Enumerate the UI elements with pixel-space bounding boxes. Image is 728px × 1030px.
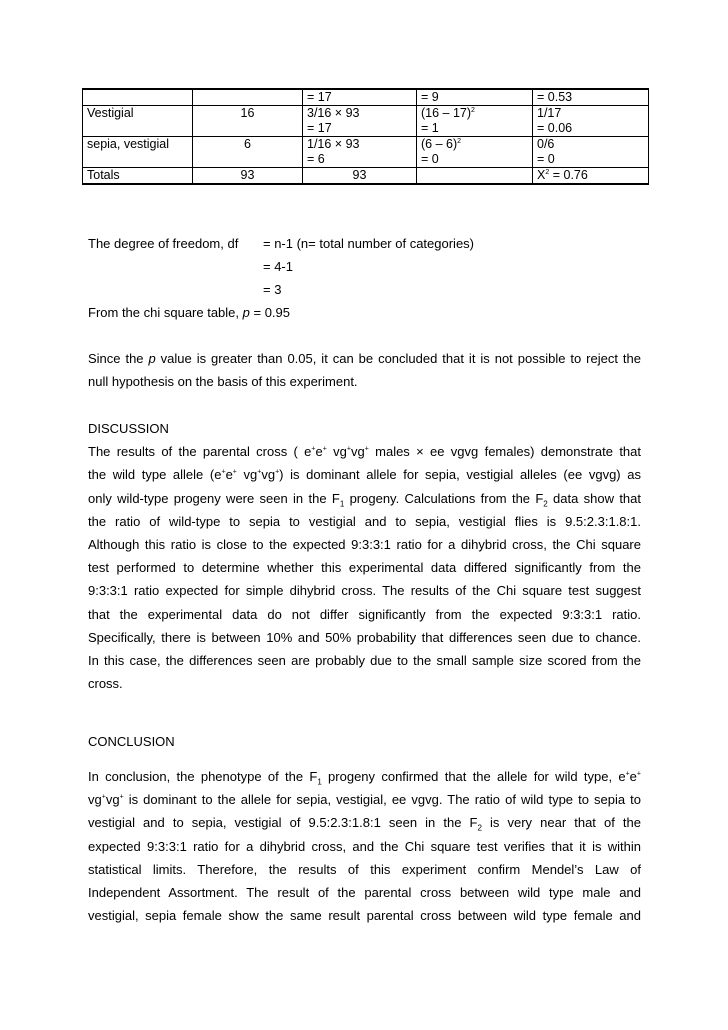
text-segment: the wild type allele (e xyxy=(88,467,222,483)
text-line: Specifically, there is between 10% and 50% probability that differences seen due to chance. xyxy=(88,629,641,645)
cell-phenotype: Totals xyxy=(83,168,193,185)
text-segment: only wild-type progeny were seen in the F xyxy=(88,490,340,506)
cell-observed: 93 xyxy=(193,168,303,185)
df-line-1 xyxy=(88,232,641,255)
chi-symbol: X xyxy=(537,168,546,182)
text-line: expected 9:3:3:1 ratio for a dihybrid cross, and the Chi square test verifies that it is within xyxy=(88,838,641,854)
superscript: + xyxy=(119,793,124,801)
text-segment: vg xyxy=(88,792,102,808)
table-row-totals xyxy=(83,168,649,185)
cell-expected: = 17 xyxy=(303,89,417,106)
df-label: The degree of freedom, df xyxy=(88,236,239,251)
superscript: + xyxy=(257,469,262,477)
text-line: test performed to determine whether this experimental data differed significantly from the xyxy=(88,560,641,576)
cell-difference: = 0 xyxy=(417,152,533,168)
text-line: Although this ratio is close to the expected 9:3:3:1 ratio for a dihybrid cross, the Chi square xyxy=(88,536,641,552)
text-line: null hypothesis on the basis of this experiment. xyxy=(88,374,358,390)
conclusion-body xyxy=(88,765,641,927)
text-segment: progeny. Calculations from the F xyxy=(344,490,544,506)
text-line: 9:3:3:1 ratio expected for simple dihybrid cross. The results of the Chi square test suggest xyxy=(88,583,641,599)
cell-difference xyxy=(417,137,533,153)
text-segment: is very near that of the xyxy=(481,815,642,831)
text-segment: vg xyxy=(261,467,276,483)
df-result: = 3 xyxy=(263,282,282,297)
cell-expected: = 17 xyxy=(303,121,417,137)
cell-chi: = 0 xyxy=(533,152,649,168)
text-segment: e xyxy=(315,444,323,460)
cell-chi-total xyxy=(533,168,649,185)
discussion-section xyxy=(88,417,641,695)
degrees-of-freedom xyxy=(88,232,641,324)
cell-expected: 1/16 × 93 xyxy=(303,137,417,153)
chi-total-value: = 0.76 xyxy=(549,168,588,182)
cell-observed xyxy=(193,152,303,168)
subscript: 2 xyxy=(543,499,548,509)
cell-phenotype: Vestigial xyxy=(83,106,193,122)
text-line xyxy=(88,440,641,463)
cell-observed xyxy=(193,121,303,137)
df-line-2 xyxy=(88,255,641,278)
text-segment: males × ee vgvg females) demonstrate that xyxy=(368,444,642,460)
text-segment: value is greater than 0.05, it can be concluded that it is not possible to reject the xyxy=(155,351,641,366)
superscript: + xyxy=(275,469,280,477)
df-formula: = n-1 (n= total number of categories) xyxy=(263,236,475,251)
text-line xyxy=(88,765,641,788)
cell-observed: 16 xyxy=(193,106,303,122)
text-segment: The results of the parental cross ( e xyxy=(88,444,312,460)
p-value: = 0.95 xyxy=(249,305,290,320)
text-segment: progeny confirmed that the allele for wild type, e xyxy=(321,769,626,784)
cell-difference xyxy=(417,168,533,185)
superscript: 2 xyxy=(545,168,550,176)
text-segment: ) is dominant allele for sepia, vestigial alleles (ee vgvg) as xyxy=(279,467,641,483)
table-row xyxy=(83,106,649,122)
cell-phenotype: sepia, vestigial xyxy=(83,137,193,153)
text-line xyxy=(88,788,641,811)
text-line: statistical limits. Therefore, the results of this experiment confirm Mendel’s Law of xyxy=(88,861,641,877)
superscript: + xyxy=(636,770,641,778)
text-line xyxy=(88,347,641,370)
difference-text: (6 – 6) xyxy=(421,137,458,151)
text-line xyxy=(88,811,641,834)
df-line-3 xyxy=(88,278,641,301)
table-row xyxy=(83,137,649,153)
superscript: 2 xyxy=(457,137,462,145)
superscript: + xyxy=(364,445,369,453)
p-symbol: p xyxy=(148,351,156,366)
text-segment: Since the xyxy=(88,351,149,366)
text-segment: vg xyxy=(105,792,120,808)
subscript: 1 xyxy=(339,499,345,509)
text-segment: e xyxy=(629,769,637,784)
cell-phenotype xyxy=(83,89,193,106)
superscript: 2 xyxy=(471,106,475,114)
superscript: + xyxy=(101,793,106,801)
table-row xyxy=(83,121,649,137)
chi-square-table xyxy=(82,88,649,185)
text-segment: is dominant to the allele for sepia, vestigial, ee vgvg. The ratio of wild type to sepia to xyxy=(123,792,641,808)
superscript: + xyxy=(625,770,630,778)
text-segment: vestigial and to sepia, vestigial of 9.5:2.3:1.8:1 seen in the F xyxy=(88,815,478,831)
cell-difference: = 1 xyxy=(417,121,533,137)
cell-chi: 0/6 xyxy=(533,137,649,153)
cell-observed xyxy=(193,89,303,106)
conclusion-section xyxy=(88,730,641,753)
text-segment: vg xyxy=(236,467,258,483)
text-line: Independent Assortment. The result of the parental cross between wild type male and xyxy=(88,884,641,900)
difference-text: (16 – 17) xyxy=(421,106,472,120)
superscript: + xyxy=(311,445,316,453)
superscript: + xyxy=(232,469,237,477)
text-segment: vg xyxy=(350,444,365,460)
text-line: that the experimental data do not differ significantly from the expected 9:3:3:1 ratio. xyxy=(88,606,641,622)
text-line: cross. xyxy=(88,676,123,692)
subscript: 1 xyxy=(317,777,322,787)
text-line xyxy=(88,463,641,486)
cell-expected: = 6 xyxy=(303,152,417,168)
text-segment: e xyxy=(225,467,233,483)
cell-phenotype xyxy=(83,121,193,137)
subscript: 2 xyxy=(477,823,482,833)
text-segment: In conclusion, the phenotype of the F xyxy=(88,769,318,784)
table-row xyxy=(83,89,649,106)
table-row xyxy=(83,152,649,168)
text-line: In this case, the differences seen are probably due to the small sample size scored from the xyxy=(88,652,641,668)
superscript: + xyxy=(346,445,351,453)
superscript: + xyxy=(221,469,226,477)
cell-difference xyxy=(417,106,533,122)
cell-chi: 1/17 xyxy=(533,106,649,122)
cell-phenotype xyxy=(83,152,193,168)
text-line: vestigial, sepia female show the same result parental cross between wild type female and xyxy=(88,908,641,924)
p-value-line xyxy=(88,301,641,324)
text-segment: vg xyxy=(326,444,347,460)
text-line xyxy=(88,487,641,510)
superscript: + xyxy=(322,445,327,453)
cell-chi: = 0.06 xyxy=(533,121,649,137)
text-line: the ratio of wild-type to sepia to vestigial and to sepia, vestigial flies is 9.5:2.3:1.8:1. xyxy=(88,513,641,529)
p-value-text: From the chi square table, xyxy=(88,305,243,320)
cell-observed: 6 xyxy=(193,137,303,153)
cell-expected: 3/16 × 93 xyxy=(303,106,417,122)
conclusion-heading: CONCLUSION xyxy=(88,734,175,749)
cell-expected: 93 xyxy=(303,168,417,185)
cell-chi: = 0.53 xyxy=(533,89,649,106)
df-step: = 4-1 xyxy=(263,259,293,274)
text-segment: data show that xyxy=(547,490,642,506)
conclusion-statement xyxy=(88,347,641,393)
discussion-heading: DISCUSSION xyxy=(88,421,169,436)
cell-difference: = 9 xyxy=(417,89,533,106)
p-symbol: p xyxy=(242,305,250,320)
